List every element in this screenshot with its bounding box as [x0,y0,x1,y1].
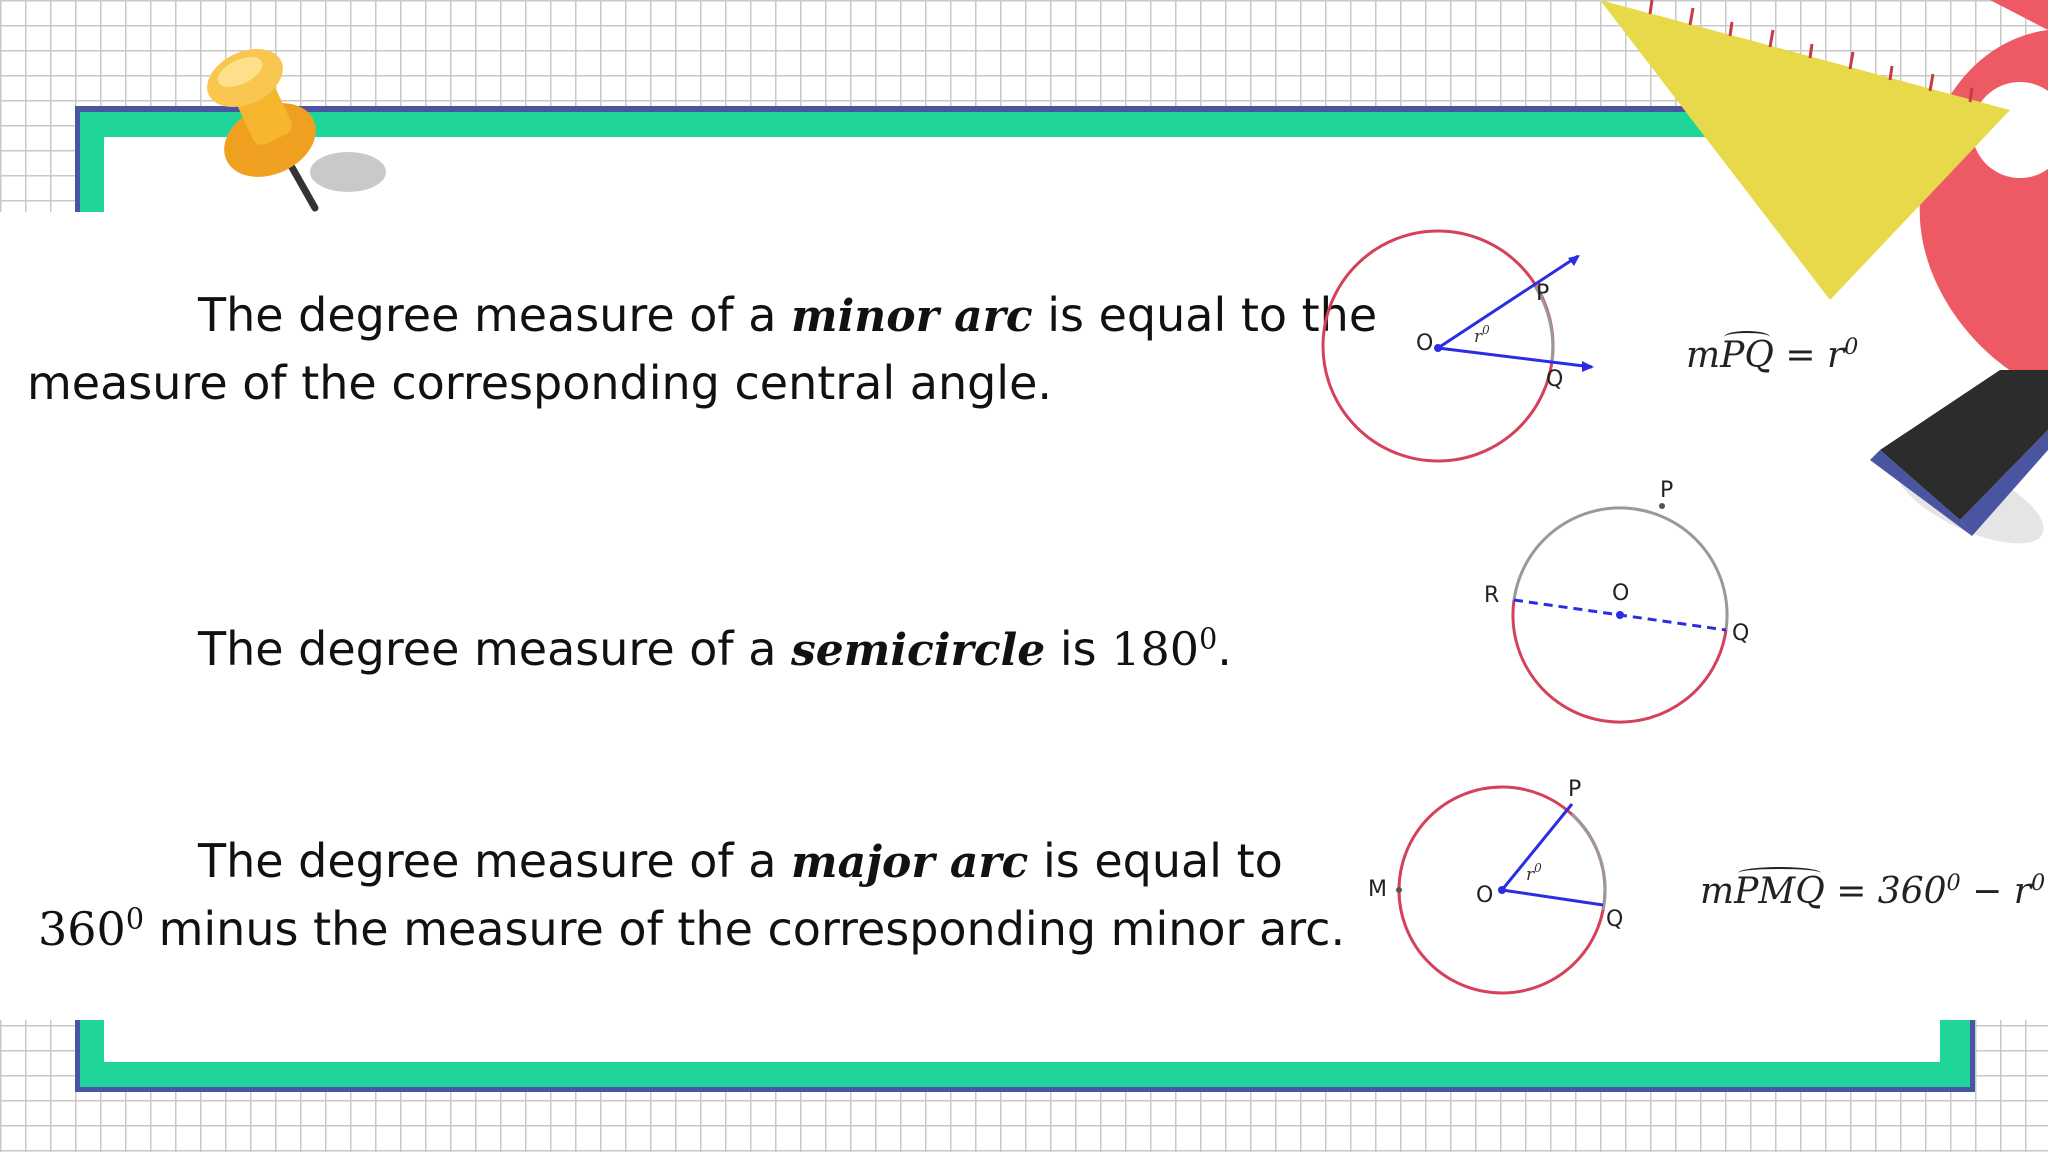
label-p: P [1536,281,1550,306]
term-minor-arc: minor arc [791,291,1033,342]
label-angle: $r^0$ [1474,323,1490,347]
minor-arc [1572,814,1605,910]
label-p: P [1660,478,1674,503]
term-semicircle: semicircle [791,625,1046,676]
statement-semicircle: The degree measure of a semicircle is $180^0$. [198,622,1232,676]
label-q: Q [1546,367,1564,392]
label-q: Q [1732,621,1750,646]
label-m: M [1368,877,1387,902]
label-r: R [1484,583,1500,608]
formula-major-arc: mPMQ = $360^0 - r^0$ [1700,870,2046,912]
label-angle: $r^0$ [1526,861,1542,885]
formula-minor-arc: mPQ = $r^0$ [1686,334,1859,376]
diagram-minor-arc [1320,220,1620,470]
label-q: Q [1606,907,1624,932]
label-o: O [1612,581,1630,606]
ray-oq [1502,890,1603,905]
ray-oq [1438,348,1592,367]
label-o: O [1476,883,1494,908]
ray-op [1502,804,1572,890]
label-p: P [1568,777,1582,802]
eraser-icon [1860,360,2048,560]
term-major-arc: major arc [791,837,1029,888]
push-pin-icon [190,30,410,220]
diagram-major-arc [1360,770,1640,1010]
diagram-semicircle [1480,470,1750,740]
statement-major-arc-line2: $360^0$ minus the measure of the corresponding minor arc. [38,902,1346,956]
label-o: O [1416,331,1434,356]
statement-minor-arc-line1: The degree measure of a minor arc is equal to the [198,288,1378,342]
statement-minor-arc-line2: measure of the corresponding central angle. [27,356,1053,410]
statement-major-arc-line1: The degree measure of a major arc is equal to [198,834,1283,888]
ray-op [1438,256,1578,348]
set-square-icon [1590,0,2020,310]
